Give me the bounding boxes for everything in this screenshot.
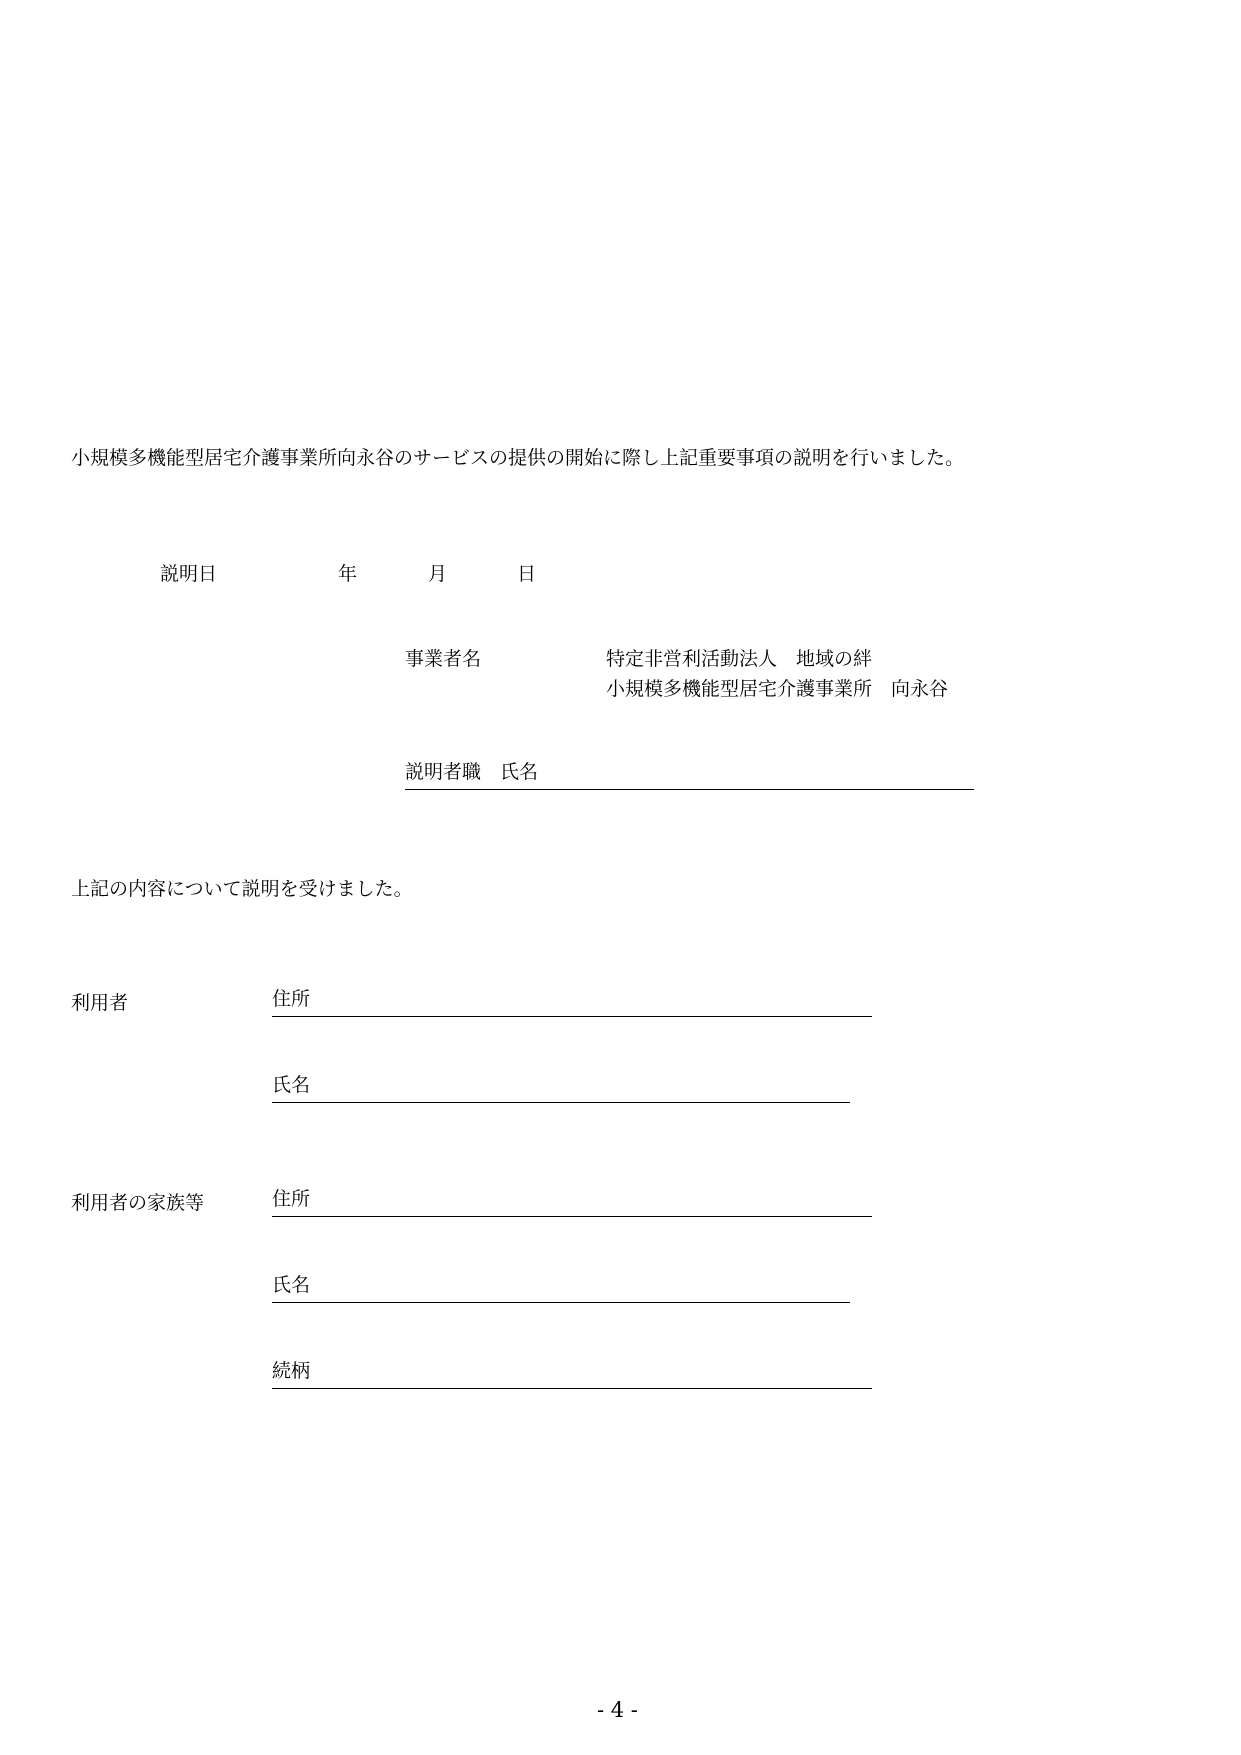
user-address-label: 住所 [272,988,311,1010]
family-label: 利用者の家族等 [71,1192,205,1214]
acknowledgement-text: 上記の内容について説明を受けました。 [71,878,413,900]
provider-name-line1: 特定非営利活動法人 地域の絆 [606,648,873,670]
explainer-label: 説明者職 氏名 [405,761,539,783]
provider-label: 事業者名 [405,648,482,670]
user-name-line[interactable] [272,1076,850,1103]
date-year-label: 年 [338,563,358,585]
family-name-line[interactable] [272,1276,850,1303]
family-relation-line[interactable] [272,1362,872,1389]
family-address-line[interactable] [272,1190,872,1217]
family-address-label: 住所 [272,1188,311,1210]
explainer-signature-line[interactable] [405,763,974,790]
date-month-label: 月 [428,563,448,585]
user-address-line[interactable] [272,990,872,1017]
provider-name-line2: 小規模多機能型居宅介護事業所 向永谷 [606,678,949,700]
family-name-label: 氏名 [272,1274,311,1296]
user-label: 利用者 [71,992,129,1014]
date-label: 説明日 [160,563,218,585]
user-name-label: 氏名 [272,1074,311,1096]
statement-text: 小規模多機能型居宅介護事業所向永谷のサービスの提供の開始に際し上記重要事項の説明を行いました。 [71,447,965,469]
date-day-label: 日 [517,563,537,585]
family-relation-label: 続柄 [272,1360,311,1382]
page-number: - 4 - [597,1698,638,1722]
